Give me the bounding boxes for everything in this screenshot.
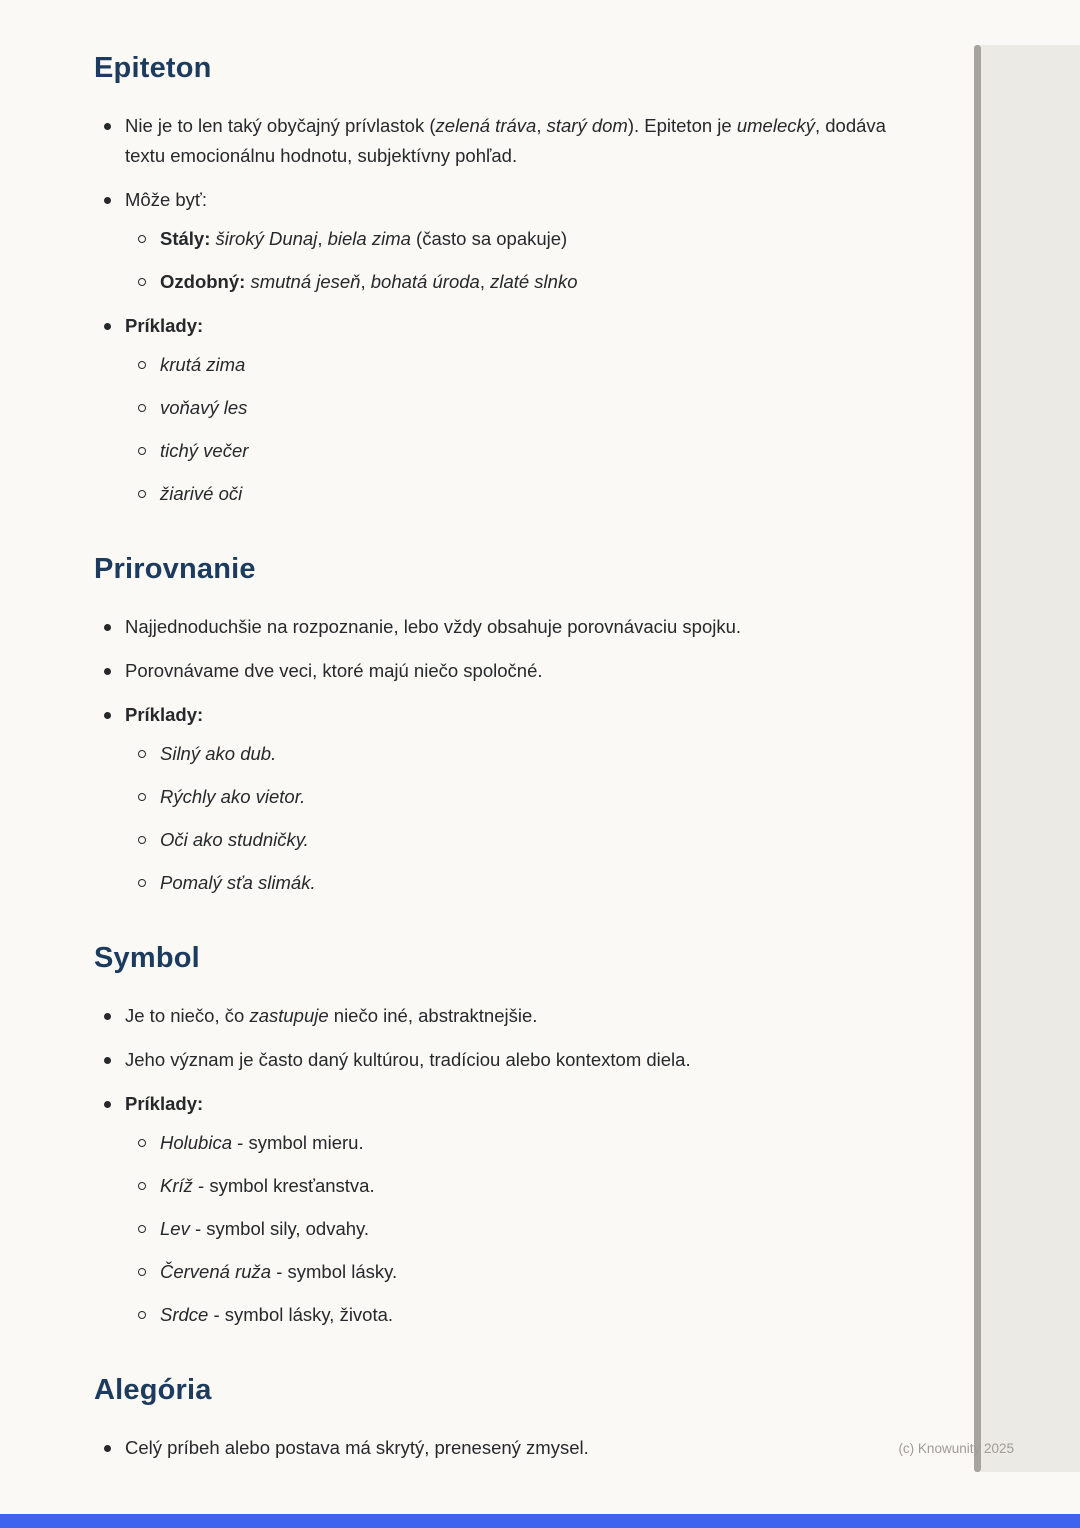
text-segment-plain: Porovnávame dve veci, ktoré majú niečo spoločné. — [125, 660, 543, 681]
bullet-list — [98, 739, 916, 898]
text-segment-plain: - symbol lásky, života. — [208, 1304, 394, 1325]
bullet-list — [94, 111, 916, 509]
list-item — [98, 1045, 916, 1075]
bullet-disc-icon — [104, 197, 111, 204]
bullet-circle-icon — [138, 278, 146, 286]
bullet-circle-icon — [138, 1268, 146, 1276]
bullet-list — [94, 612, 916, 898]
text-segment-italic: Kríž — [160, 1175, 193, 1196]
list-item — [132, 1257, 916, 1287]
text-segment-plain: Je to niečo, čo — [125, 1005, 250, 1026]
list-item-text — [160, 739, 276, 769]
text-segment-italic: starý dom — [546, 115, 628, 136]
text-segment-plain: Môže byť: — [125, 189, 207, 210]
list-item-text — [160, 1171, 375, 1201]
list-item — [98, 1089, 916, 1330]
bullet-circle-icon — [138, 361, 146, 369]
list-item-row — [132, 479, 916, 509]
list-item — [98, 700, 916, 898]
list-item-row — [98, 1089, 916, 1119]
text-segment-italic: Oči ako studničky. — [160, 829, 309, 850]
list-item-row — [132, 350, 916, 380]
bullet-circle-icon — [138, 1311, 146, 1319]
list-item — [98, 111, 916, 171]
text-segment-plain: , — [536, 115, 547, 136]
section-prirovnanie — [94, 553, 916, 898]
text-segment-plain: , — [317, 228, 328, 249]
text-segment-italic: žiarivé oči — [160, 483, 243, 504]
text-segment-plain: niečo iné, abstraktnejšie. — [328, 1005, 538, 1026]
text-segment-plain: (často sa opakuje) — [410, 228, 568, 249]
list-item-row — [98, 311, 916, 341]
list-item — [132, 224, 916, 254]
list-item-row — [132, 393, 916, 423]
list-item — [98, 656, 916, 686]
list-item-row — [132, 825, 916, 855]
text-segment-bold: Ozdobný: — [160, 271, 246, 292]
bullet-disc-icon — [104, 123, 111, 130]
bullet-list — [98, 350, 916, 509]
bullet-list — [98, 224, 916, 297]
section-heading: Symbol — [94, 942, 200, 974]
section-heading: Alegória — [94, 1374, 212, 1406]
text-segment-italic: Lev — [160, 1218, 190, 1239]
text-segment-italic: smutná jeseň — [250, 271, 361, 292]
text-segment-italic: zlaté slnko — [490, 271, 578, 292]
bullet-list — [94, 1001, 916, 1330]
text-segment-plain: - symbol lásky. — [271, 1261, 398, 1282]
list-item — [132, 267, 916, 297]
bullet-circle-icon — [138, 235, 146, 243]
list-item — [132, 1214, 916, 1244]
list-item-row — [132, 224, 916, 254]
bullet-circle-icon — [138, 879, 146, 887]
bullet-circle-icon — [138, 1139, 146, 1147]
list-item-row — [98, 111, 916, 171]
text-segment-italic: Holubica — [160, 1132, 232, 1153]
list-item-row — [98, 1001, 916, 1031]
list-item-text — [125, 1045, 691, 1075]
bullet-disc-icon — [104, 323, 111, 330]
list-item-row — [98, 656, 916, 686]
list-item-row — [98, 185, 916, 215]
text-segment-italic: umelecký — [736, 115, 815, 136]
list-item-text — [160, 1128, 364, 1158]
text-segment-plain: Jeho význam je často daný kultúrou, tradíciou alebo kontextom diela. — [125, 1049, 691, 1070]
bullet-disc-icon — [104, 712, 111, 719]
list-item-row — [132, 782, 916, 812]
text-segment-italic: Silný ako dub. — [160, 743, 277, 764]
list-item — [132, 436, 916, 466]
bullet-disc-icon — [104, 1445, 111, 1452]
list-item-row — [132, 1214, 916, 1244]
list-item — [132, 393, 916, 423]
list-item — [132, 868, 916, 898]
list-item-row — [132, 868, 916, 898]
text-segment-italic: bohatá úroda — [370, 271, 480, 292]
list-item-row — [132, 1171, 916, 1201]
text-segment-bold: Príklady: — [125, 704, 204, 725]
bullet-disc-icon — [104, 1013, 111, 1020]
text-segment-plain: , dodáva textu emocionálnu hodnotu, subjektívny pohľad. — [125, 115, 886, 166]
text-segment-italic: Červená ruža — [160, 1261, 272, 1282]
list-item-row — [132, 1300, 916, 1330]
text-segment-italic: široký Dunaj — [215, 228, 318, 249]
list-item-text — [160, 1214, 369, 1244]
list-item — [132, 739, 916, 769]
list-item-row — [132, 436, 916, 466]
list-item-text — [125, 111, 916, 171]
bullet-circle-icon — [138, 793, 146, 801]
list-item — [98, 185, 916, 297]
text-segment-bold: Stály: — [160, 228, 211, 249]
list-item-row — [132, 1128, 916, 1158]
copyright-footer: (c) Knowunity 2025 — [898, 1441, 1014, 1456]
list-item-row — [98, 1045, 916, 1075]
list-item — [132, 782, 916, 812]
list-item-text — [160, 1257, 397, 1287]
list-item-row — [132, 1257, 916, 1287]
text-segment-plain: Celý príbeh alebo postava má skrytý, prenesený zmysel. — [125, 1437, 589, 1458]
text-segment-plain: ). Epiteton je — [627, 115, 737, 136]
text-segment-italic: biela zima — [327, 228, 411, 249]
bullet-circle-icon — [138, 404, 146, 412]
list-item — [98, 1433, 916, 1463]
list-item-row — [132, 267, 916, 297]
bullet-disc-icon — [104, 624, 111, 631]
bullet-disc-icon — [104, 1101, 111, 1108]
list-item-text — [160, 825, 309, 855]
text-segment-bold: Príklady: — [125, 315, 204, 336]
list-item-text — [160, 267, 578, 297]
list-item-text — [125, 612, 741, 642]
section-symbol — [94, 942, 916, 1330]
list-item — [98, 1001, 916, 1031]
section-epiteton — [94, 52, 916, 509]
list-item — [132, 825, 916, 855]
bullet-circle-icon — [138, 836, 146, 844]
list-item-text — [160, 1300, 393, 1330]
text-segment-plain: Najjednoduchšie na rozpoznanie, lebo vždy obsahuje porovnávaciu spojku. — [125, 616, 742, 637]
list-item-text — [160, 350, 245, 380]
scrollbar-track[interactable] — [981, 45, 1080, 1472]
bullet-circle-icon — [138, 1225, 146, 1233]
list-item — [132, 1300, 916, 1330]
text-segment-plain: - symbol sily, odvahy. — [189, 1218, 370, 1239]
text-segment-bold: Príklady: — [125, 1093, 204, 1114]
list-item — [132, 1171, 916, 1201]
list-item-row — [98, 1433, 916, 1463]
text-segment-italic: Rýchly ako vietor. — [160, 786, 306, 807]
text-segment-italic: krutá zima — [160, 354, 246, 375]
text-segment-italic: Pomalý sťa slimák. — [160, 872, 316, 893]
text-segment-plain: , — [479, 271, 491, 292]
list-item-row — [98, 700, 916, 730]
list-item-text — [125, 1433, 589, 1463]
list-item-text — [160, 479, 242, 509]
bullet-circle-icon — [138, 1182, 146, 1190]
text-segment-plain: , — [360, 271, 371, 292]
bullet-circle-icon — [138, 490, 146, 498]
section-heading: Prirovnanie — [94, 553, 256, 585]
list-item-row — [132, 739, 916, 769]
scrollbar-thumb[interactable] — [974, 45, 981, 1472]
list-item — [98, 612, 916, 642]
list-item-text — [160, 436, 248, 466]
bullet-list — [94, 1433, 916, 1463]
list-item-text — [125, 311, 203, 341]
list-item-text — [125, 700, 203, 730]
text-segment-plain: Nie je to len taký obyčajný prívlastok ( — [125, 115, 436, 136]
text-segment-italic: tichý večer — [160, 440, 249, 461]
list-item — [132, 1128, 916, 1158]
text-segment-italic: Srdce — [160, 1304, 209, 1325]
section-heading: Epiteton — [94, 52, 212, 84]
section-alegoria — [94, 1374, 916, 1463]
list-item-text — [125, 185, 207, 215]
list-item — [132, 350, 916, 380]
text-segment-italic: zelená tráva — [435, 115, 537, 136]
bullet-disc-icon — [104, 1057, 111, 1064]
bottom-accent-bar — [0, 1514, 1080, 1528]
bullet-circle-icon — [138, 750, 146, 758]
bullet-disc-icon — [104, 668, 111, 675]
bullet-circle-icon — [138, 447, 146, 455]
text-segment-plain: - symbol kresťanstva. — [192, 1175, 375, 1196]
document-body — [94, 48, 916, 1477]
list-item — [98, 311, 916, 509]
text-segment-plain: - symbol mieru. — [232, 1132, 364, 1153]
list-item-text — [125, 656, 543, 686]
list-item-row — [98, 612, 916, 642]
list-item-text — [160, 868, 316, 898]
list-item-text — [160, 224, 567, 254]
list-item-text — [160, 782, 305, 812]
list-item-text — [160, 393, 247, 423]
list-item — [132, 479, 916, 509]
bullet-list — [98, 1128, 916, 1330]
text-segment-italic: zastupuje — [249, 1005, 329, 1026]
text-segment-italic: voňavý les — [160, 397, 248, 418]
list-item-text — [125, 1089, 203, 1119]
list-item-text — [125, 1001, 537, 1031]
